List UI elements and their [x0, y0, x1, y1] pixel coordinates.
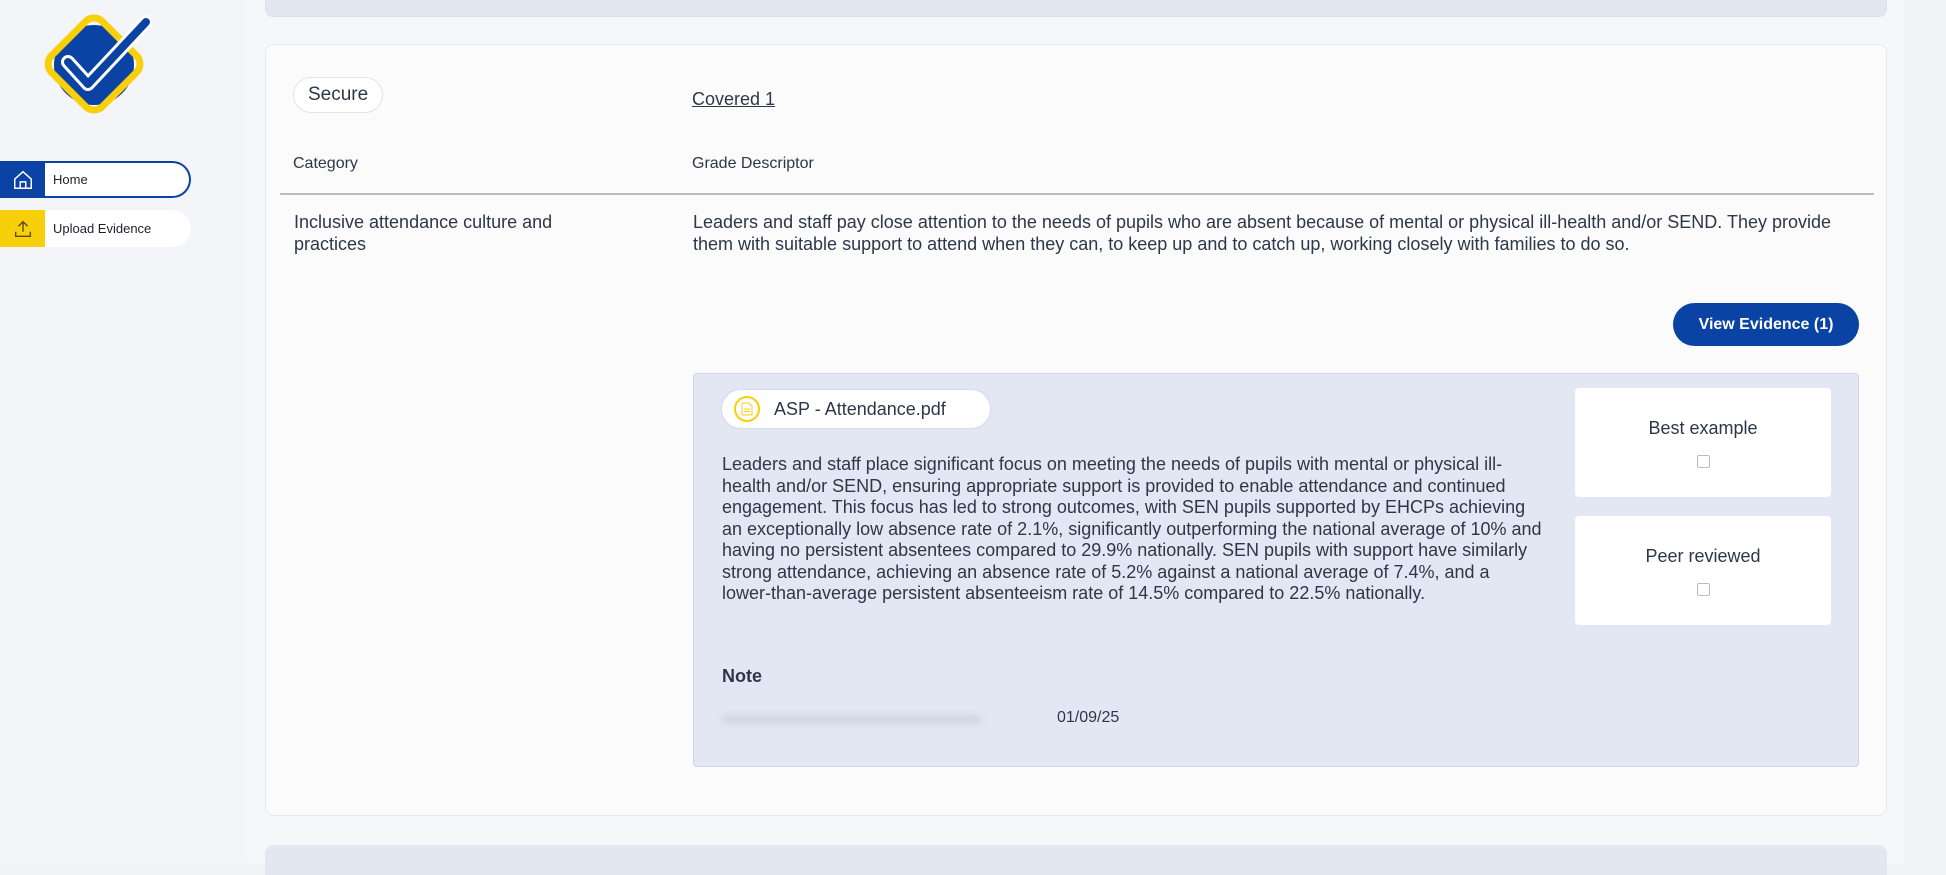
- upload-icon: [0, 210, 45, 247]
- status-pill: Secure: [293, 77, 383, 113]
- sidebar-item-label: Upload Evidence: [53, 221, 152, 236]
- peer-reviewed-card: [1575, 516, 1831, 625]
- home-icon: [0, 161, 45, 198]
- evidence-file-pill[interactable]: [721, 389, 991, 429]
- sidebar-item-label: Home: [53, 172, 88, 187]
- peer-reviewed-checkbox[interactable]: [1697, 583, 1710, 596]
- right-gutter: [1904, 0, 1946, 863]
- file-name: ASP - Attendance.pdf: [774, 398, 946, 419]
- grade-descriptor-text: Leaders and staff pay close attention to the needs of pupils who are absent because of mental or physical ill-health and/or SEND. They provide them with suitable support to attend when they can, to keep up and to catch up, working closely with families to do so.: [693, 212, 1832, 254]
- main-content: [246, 0, 1904, 863]
- sidebar: [0, 0, 246, 863]
- best-example-checkbox[interactable]: [1697, 455, 1710, 468]
- divider: [280, 193, 1874, 195]
- note-author-redacted: xxxxxxxxxxxxxxxxxxxxxxxxxxxxxxxxxxxxx: [722, 710, 981, 726]
- next-card-edge: [265, 845, 1887, 875]
- document-icon: [734, 396, 760, 422]
- best-example-label: Best example: [1648, 417, 1758, 438]
- view-evidence-button[interactable]: View Evidence (1): [1673, 303, 1859, 346]
- note-date: 01/09/25: [1057, 709, 1120, 726]
- evidence-panel: [693, 373, 1859, 767]
- sidebar-item-upload-evidence[interactable]: [0, 210, 191, 247]
- covered-link[interactable]: Covered 1: [692, 89, 776, 109]
- category-column-header: Category: [293, 155, 358, 172]
- peer-reviewed-label: Peer reviewed: [1645, 545, 1761, 566]
- grade-card: [265, 44, 1887, 816]
- best-example-card: [1575, 388, 1831, 497]
- note-label: Note: [722, 666, 762, 686]
- category-text: Inclusive attendance culture and practices: [294, 212, 553, 254]
- sidebar-item-home[interactable]: [0, 161, 191, 198]
- evidence-text: Leaders and staff place significant focus on meeting the needs of pupils with mental or physical ill-health and/or SEND, ensuring appropriate support is provided to enable attendance and continued engagement. This focus has led to strong outcomes, with SEN pupils supported by EHCPs achieving an exceptionally low absence rate of 2.1%, significantly outperforming the national average of 10% and having no persistent absentees compared to 29.9% nationally. SEN pupils with support have similarly strong attendance, achieving an absence rate of 5.2% against a national average of 7.4%, and a lower-than-average persistent absenteeism rate of 14.5% compared to 22.5% nationally.: [722, 454, 1542, 603]
- grade-descriptor-column-header: Grade Descriptor: [692, 155, 814, 172]
- logo: [38, 10, 152, 120]
- previous-card-edge: [265, 0, 1887, 17]
